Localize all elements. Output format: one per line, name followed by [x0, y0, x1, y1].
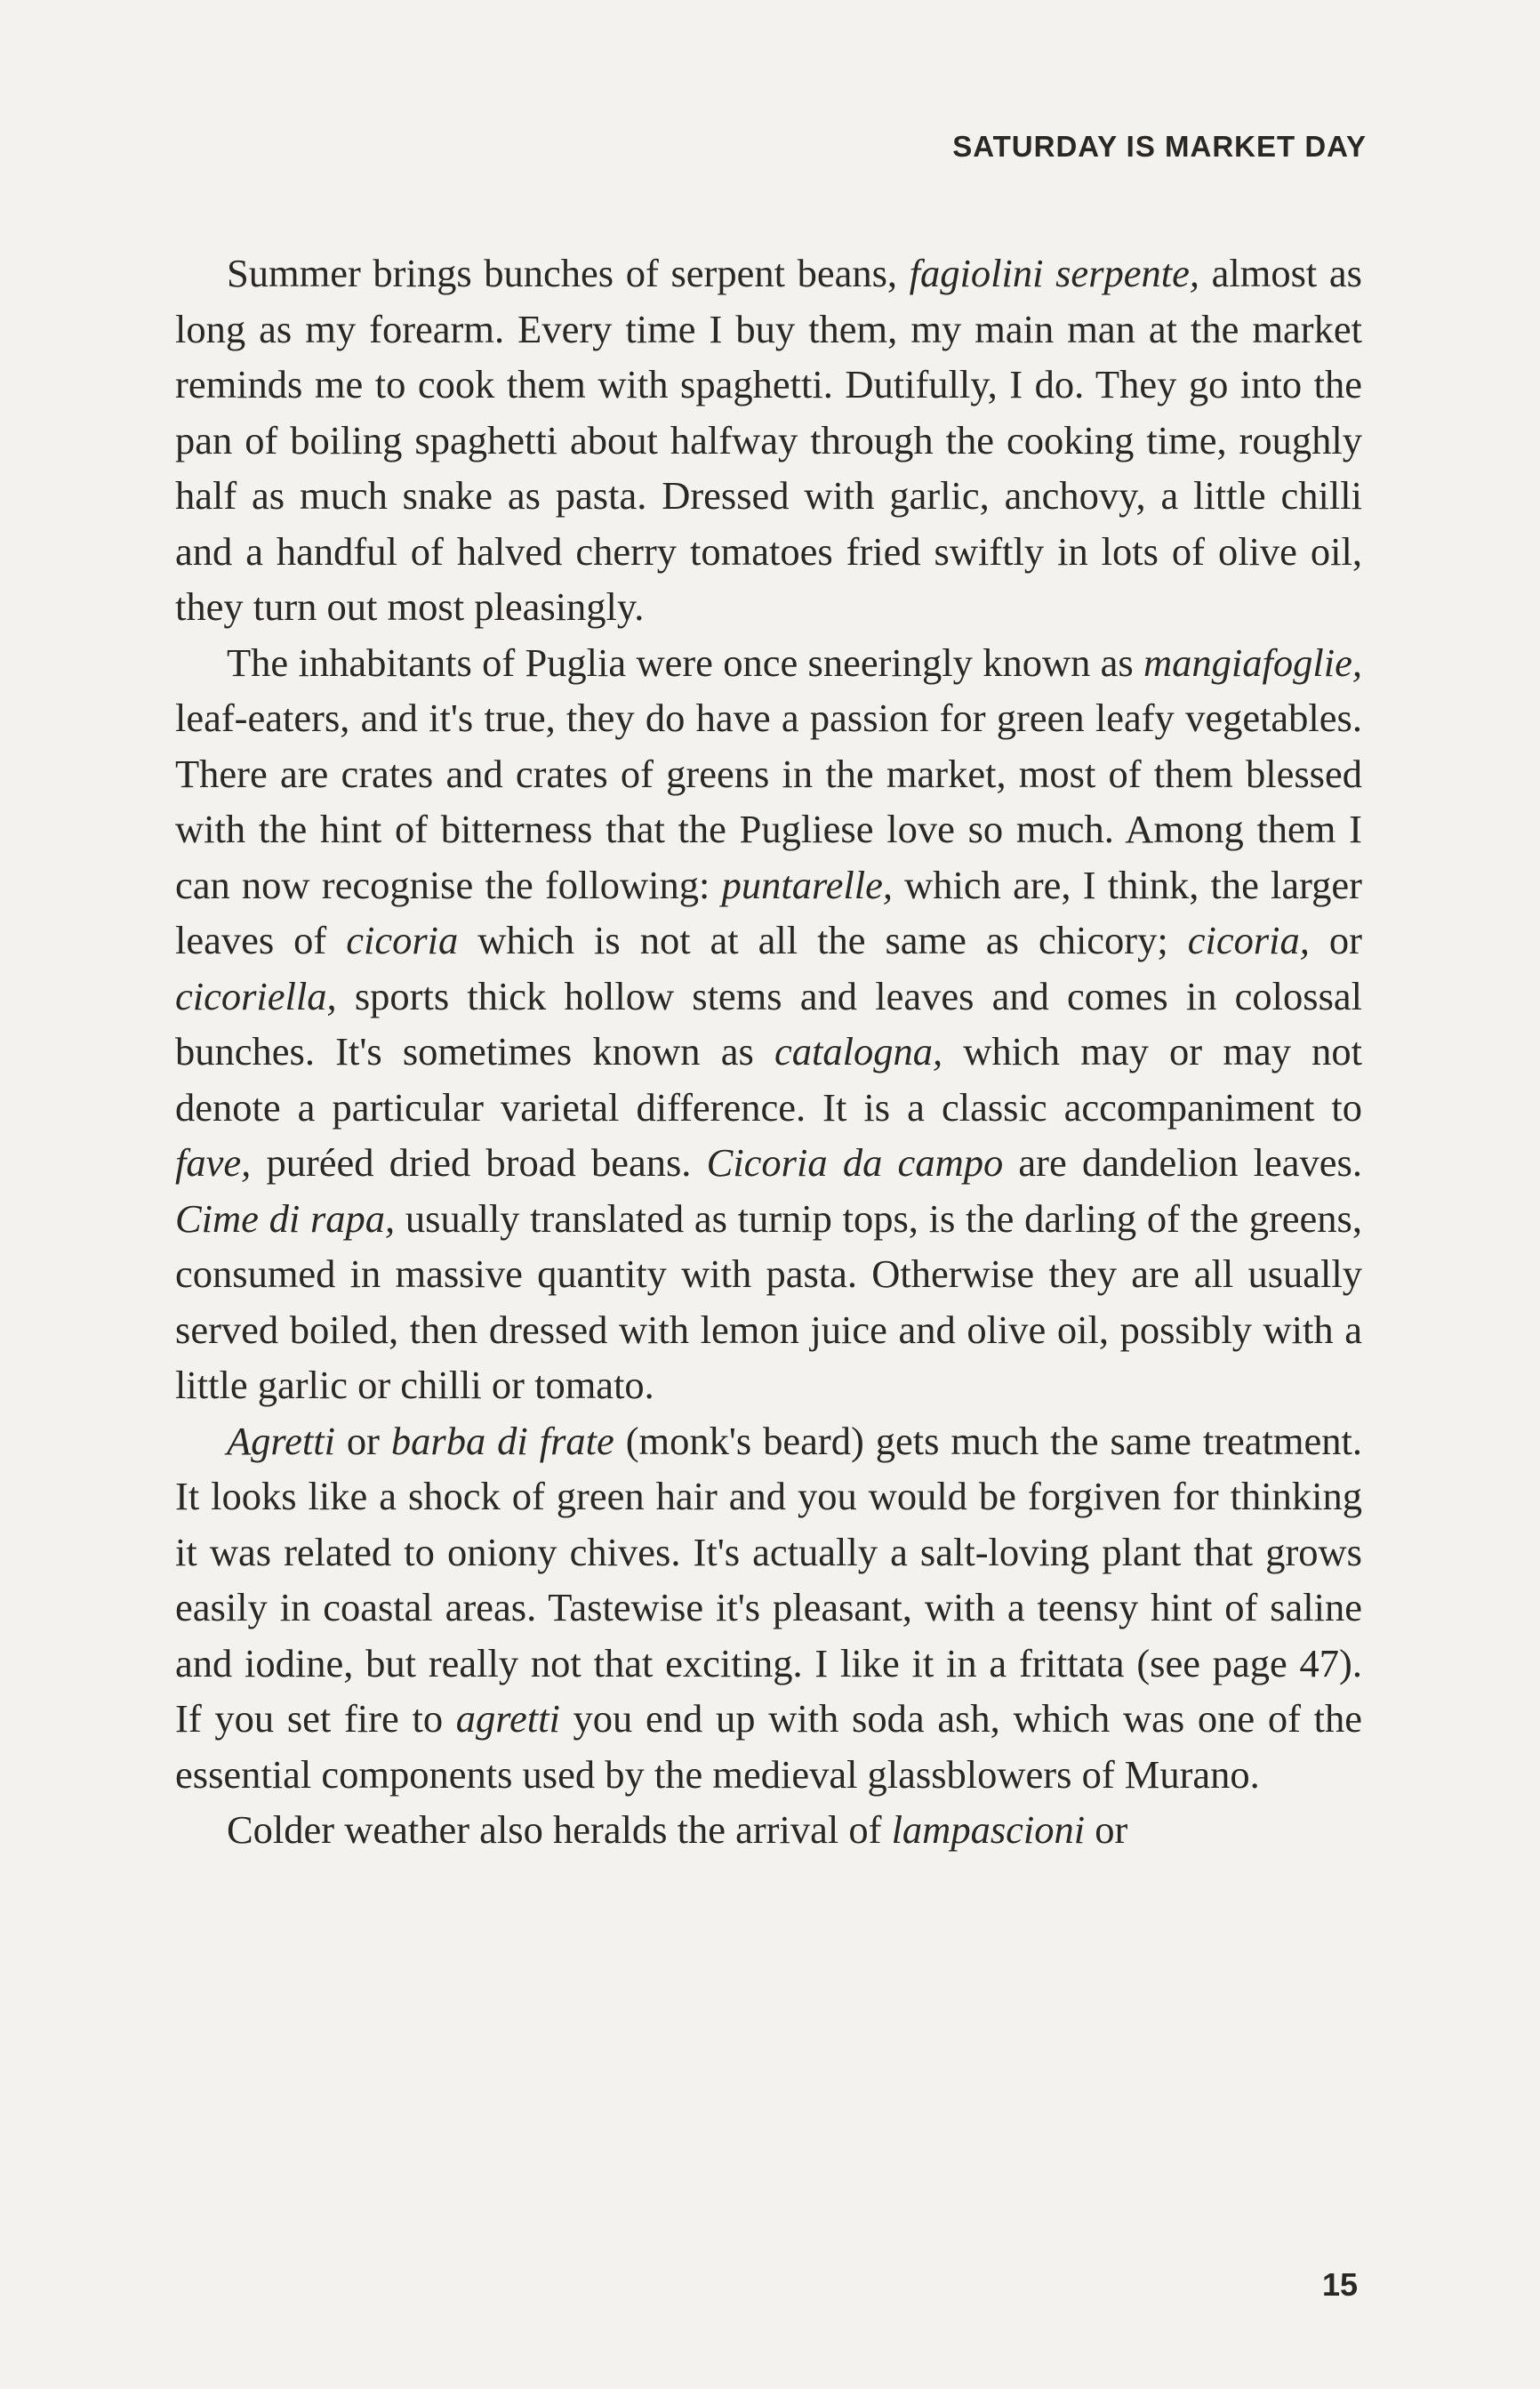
- text-run: puréed dried broad beans.: [251, 1140, 707, 1185]
- text-run: Colder weather also heralds the arrival of: [227, 1807, 892, 1852]
- page-number: 15: [1321, 2266, 1358, 2303]
- italic-term: Cime di rapa,: [175, 1195, 396, 1241]
- text-run: or: [334, 1418, 391, 1463]
- text-run: (monk's beard) gets much the same treatment. It looks like a shock of green hair and you would be forgiven for thinking it was related to oniony chives. It's actually a salt-loving plant that grows easily in coastal areas. Tastewise it's pleasant, with a teensy hint of saline and iodine, but really not that exciting. I like it in a frittata (see page 47). If you set fire to: [175, 1418, 1362, 1741]
- body-text: [175, 245, 1362, 1858]
- italic-term: barba di frate: [390, 1418, 614, 1463]
- text-run: Summer brings bunches of serpent beans,: [227, 251, 910, 295]
- text-run: The inhabitants of Puglia were once sneeringly known as: [227, 639, 1144, 685]
- italic-term: cicoriella,: [175, 973, 337, 1018]
- italic-term: Agretti: [227, 1418, 335, 1463]
- text-run: or: [1085, 1807, 1128, 1852]
- text-run: or: [1309, 918, 1362, 962]
- text-run: sports thick hollow stems and leaves and comes in colossal bunches. It's sometimes known as: [175, 973, 1362, 1074]
- text-run: which is not at all the same as chicory;: [458, 918, 1188, 962]
- text-run: leaf-eaters, and it's true, they do have a passion for green leafy vegetables. There are crates and crates of greens in the market, most of them blessed with the hint of bitterness that the Pugliese love so much. Among them I can now recognise the following:: [175, 696, 1362, 907]
- running-head: SATURDAY IS MARKET DAY: [952, 130, 1367, 163]
- italic-term: mangiafoglie,: [1143, 639, 1362, 685]
- italic-term: agretti: [455, 1696, 560, 1741]
- italic-term: Cicoria da campo: [706, 1140, 1004, 1185]
- paragraph: [175, 635, 1362, 1413]
- italic-term: fave,: [175, 1140, 252, 1185]
- italic-term: fagiolini serpente,: [909, 251, 1199, 295]
- text-run: you end up with soda ash, which was one of the essential components used by the medieval glassblowers of Murano.: [175, 1696, 1362, 1797]
- paragraph: [175, 245, 1362, 635]
- italic-term: cicoria: [346, 918, 459, 962]
- paragraph: [175, 1802, 1362, 1858]
- paragraph: [175, 1413, 1362, 1803]
- italic-term: puntarelle,: [721, 862, 893, 907]
- text-run: almost as long as my forearm. Every time I buy them, my main man at the market reminds me to cook them with spaghetti. Dutifully, I do. They go into the pan of boiling spaghetti about halfway through the cooking time, roughly half as much snake as pasta. Dressed with garlic, anchovy, a little chilli and a handful of halved cherry tomatoes fried swiftly in lots of olive oil, they turn out most pleasingly.: [175, 251, 1362, 629]
- text-run: are dandelion leaves.: [1003, 1140, 1362, 1185]
- text-run: usually translated as turnip tops, is the darling of the greens, consumed in massive quantity with pasta. Otherwise they are all usually served boiled, then dressed with lemon juice and olive oil, possibly with a little garlic or chilli or tomato.: [175, 1195, 1362, 1407]
- text-run: which are, I think, the larger leaves of: [175, 862, 1362, 962]
- text-run: which may or may not denote a particular varietal difference. It is a classic accompaniment to: [175, 1029, 1362, 1130]
- italic-term: cicoria,: [1187, 918, 1310, 962]
- italic-term: lampascioni: [891, 1807, 1086, 1852]
- italic-term: catalogna,: [774, 1029, 943, 1074]
